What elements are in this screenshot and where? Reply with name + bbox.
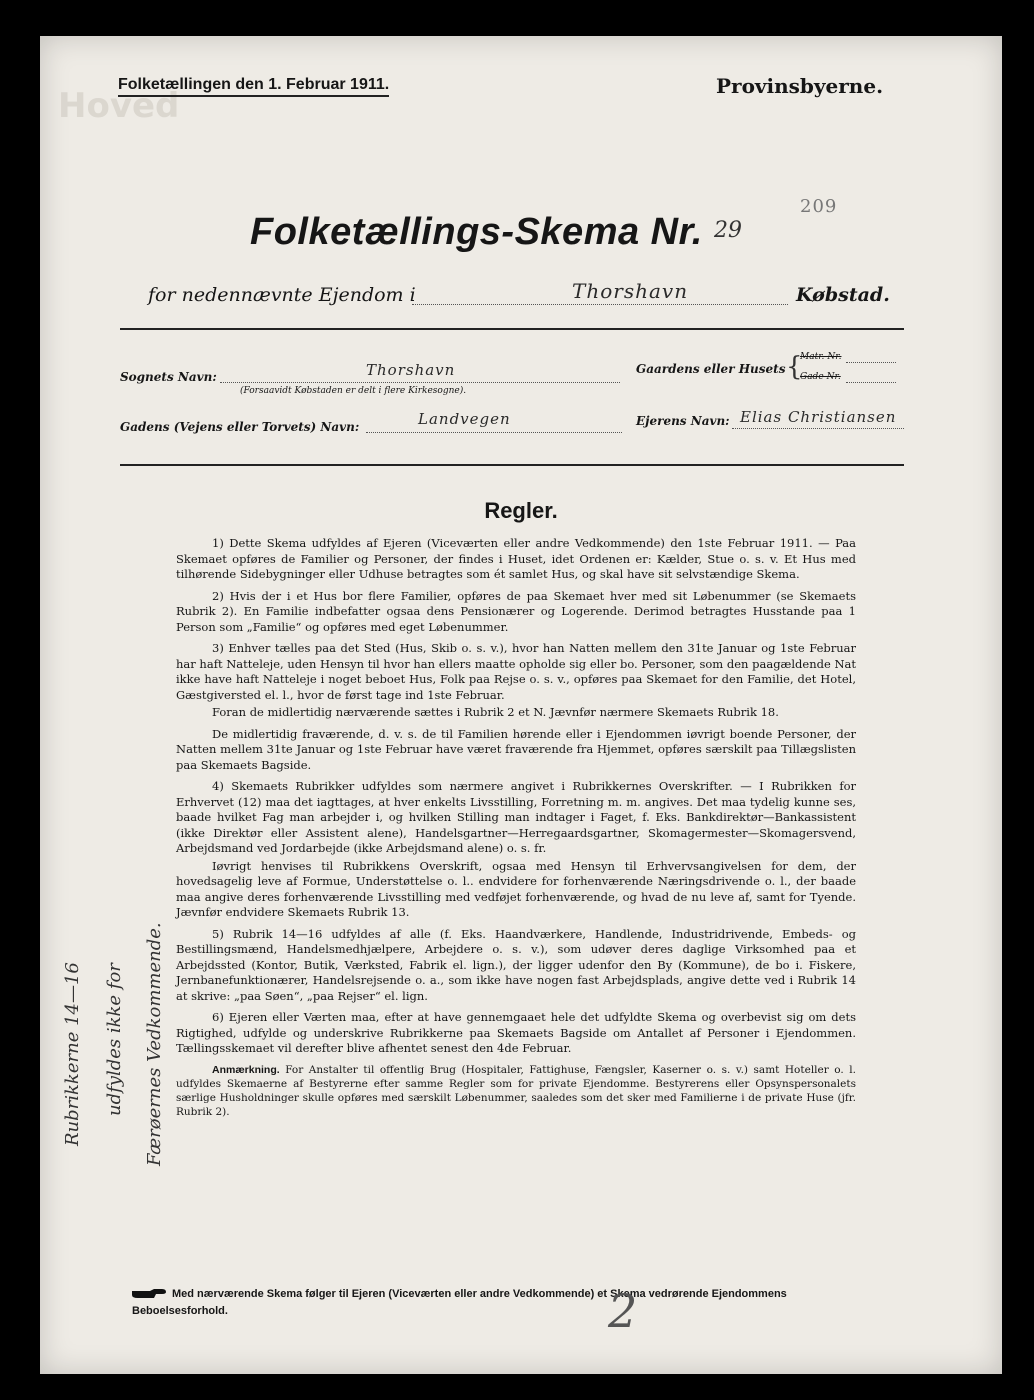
rule-2: 2) Hvis der i et Hus bor flere Familier, opføres de paa Skemaet hver med sit Løbenummer (se Skemaets Rubrik 2). En Familie indbefatter ogsaa dens Pensionærer og Logerende. Derimod betragtes Husstande paa 1 Person som „Familie“ og opføres med eget Løbenummer.: [176, 588, 856, 634]
margin-note-line-1: Rubrikkerne 14—16: [62, 962, 83, 1146]
remark: [176, 1063, 856, 1119]
rules-title: Regler.: [484, 498, 558, 523]
owner-value: Elias Christiansen: [740, 408, 897, 426]
town-dotted-line: [412, 304, 788, 305]
divider-bottom: [120, 464, 904, 466]
pointing-hand-icon: [132, 1289, 166, 1299]
property-line-label: for nedennævnte Ejendom i: [148, 284, 416, 306]
matr-label: Matr.-Nr.: [800, 352, 842, 362]
rule-3: 3) Enhver tælles paa det Sted (Hus, Skib o. s. v.), hvor han Natten mellem den 31te Januar og 1ste Februar har haft Natteleje, uden Hensyn til hvor han ellers maatte opholde sig eller bo. Personer, som den paagældende Nat ikke have haft Natteleje i noget beboet Hus, Folk paa Rejse o. s. v., opføres paa Skemaet for den Familie, det Hotel, Gæstgiversted el. l., hvor de først tage ind 1ste Februar.: [176, 641, 856, 702]
margin-note-line-2: udfyldes ikke for: [104, 963, 125, 1116]
sequence-number: 209: [800, 196, 838, 217]
remark-text: For Anstalter til offentlig Brug (Hospitaler, Fattighuse, Fængsler, Kaserner o. s. v.) samt Hoteller o. l. udfyldes Skemaerne af Bestyrerne efter samme Regler som for private Ejendomme. Bestyrerens eller Opsynspersonalets særlige Husholdninger skulle opføres med særskilt Løbenummer, saaledes som det sker med Familierne i de private Huse (jfr. Rubrik 2).: [176, 1063, 857, 1118]
footer-note: [132, 1286, 872, 1320]
street-dotted-line: [366, 432, 622, 433]
parish-label: Sognets Navn:: [120, 370, 217, 384]
page-number: 2: [608, 1284, 638, 1338]
rule-4: 4) Skemaets Rubrikker udfyldes som nærmere angivet i Rubrikkernes Overskrifter. — I Rubrikken for Erhvervet (12) maa det iagttages, at hver enkelts Livsstilling, Forretning m. m. angives. Det maa tydelig kunne ses, baade hvilket Fag man arbejder i, og hvilken Stilling man indtager i Faget, f. Eks. Bankdirektør—Bankassistent (ikke Direktør eller Assistent alene), Handelsgartner—Herregaardsgartner, Skomagermester—Skomagersvend, Arbejdsmand ved Jordarbejde (ikke Arbejdsmand alene) o. s. fr.: [176, 779, 856, 855]
faded-stamp: Hoved: [58, 86, 180, 126]
gade-nr-label: Gade-Nr.: [800, 372, 841, 382]
street-value: Landvegen: [418, 410, 511, 428]
remark-label: Anmærkning.: [212, 1063, 280, 1076]
rule-6: 6) Ejeren eller Værten maa, efter at have gennemgaaet hele det udfyldte Skema og overbevist sig om dets Rigtighed, udfylde og underskrive Rubrikkerne paa Skemaets Bagside om Antallet af Personer i Ejendommen. Tællingsskemaet vil derefter blive afhentet senest den 4de Februar.: [176, 1010, 856, 1055]
house-brace: {: [786, 352, 803, 382]
census-form-page: [40, 36, 1002, 1374]
margin-note-line-3: Færøernes Vedkommende.: [144, 922, 165, 1166]
footer-text: Med nærværende Skema følger til Ejeren (Viceværten eller andre Vedkommende) et Skema vedrørende Ejendommens Beboelsesforhold.: [132, 1288, 787, 1317]
property-line-suffix: Købstad.: [796, 284, 890, 306]
rules-text: [176, 536, 856, 1125]
rule-4-occupation: Iøvrigt henvises til Rubrikkens Overskrift, ogsaa med Hensyn til Erhvervsangivelsen for dem, der hovedsagelig leve af Formue, Understøttelse o. l.. endvidere for forhenværende Næringsdrivende o. l., der baade maa angive deres forhenværende Livsstilling med vedføjet forhenværende, og hvad de nu leve af, samt for Tyende. Jævnfør endvidere Skemaets Rubrik 13.: [176, 858, 856, 919]
gade-nr-dotted-line: [846, 382, 896, 383]
header-region: Provinsbyerne.: [716, 74, 884, 98]
owner-label: Ejerens Navn:: [636, 414, 730, 428]
header-census-date: Folketællingen den 1. Februar 1911.: [118, 76, 389, 97]
divider-top: [120, 328, 904, 330]
owner-dotted-line: [732, 428, 904, 429]
parish-note: (Forsaavidt Købstaden er delt i flere Kirkesogne).: [240, 386, 467, 396]
parish-dotted-line: [220, 382, 620, 383]
rule-3-absent: De midlertidig fraværende, d. v. s. de til Familien hørende eller i Ejendommen iøvrigt boende Personer, der Natten mellem 31te Januar og 1ste Februar have været fraværende fra Hjemmet, opføres særskilt paa Tillægslisten paa Skemaets Bagside.: [176, 726, 856, 772]
form-number: 29: [714, 218, 742, 243]
street-label: Gadens (Vejens eller Torvets) Navn:: [120, 420, 360, 434]
rule-3-temporary: Foran de midlertidig nærværende sættes i Rubrik 2 et N. Jævnfør nærmere Skemaets Rubrik 18.: [212, 705, 779, 719]
rule-5: 5) Rubrik 14—16 udfyldes af alle (f. Eks. Haandværkere, Handlende, Industridrivende, Embeds- og Bestillingsmænd, Handelsmedhjælpere, Arbejdere o. s. v.), som udøver deres daglige Virksomhed paa et Arbejdssted (Kontor, Butik, Værksted, Fabrik el. lign.), der ligger udenfor den By (Kommune), de bo i. Fiskere, Jernbanefunktionærer, Handelsrejsende o. a., som ikke have nogen fast Arbejdsplads, angive dette ved i Rubrik 14 at skrive: „paa Søen“, „paa Rejser“ el. lign.: [176, 926, 856, 1003]
house-label: Gaardens eller Husets: [636, 362, 786, 376]
form-title: Folketællings-Skema Nr.: [250, 211, 703, 253]
town-value: Thorshavn: [572, 279, 689, 303]
parish-value: Thorshavn: [366, 361, 456, 379]
rule-1: 1) Dette Skema udfyldes af Ejeren (Viceværten eller andre Vedkommende) den 1ste Februar 1911. — Paa Skemaet opføres de Familier og Personer, der findes i Huset, idet Ordenen er: Kælder, Stue o. s. v. Et Hus med tilhørende Sidebygninger eller Udhuse betragtes som ét samlet Hus, og skal have sit selvstændige Skema.: [176, 536, 856, 581]
matr-dotted-line: [846, 362, 896, 363]
